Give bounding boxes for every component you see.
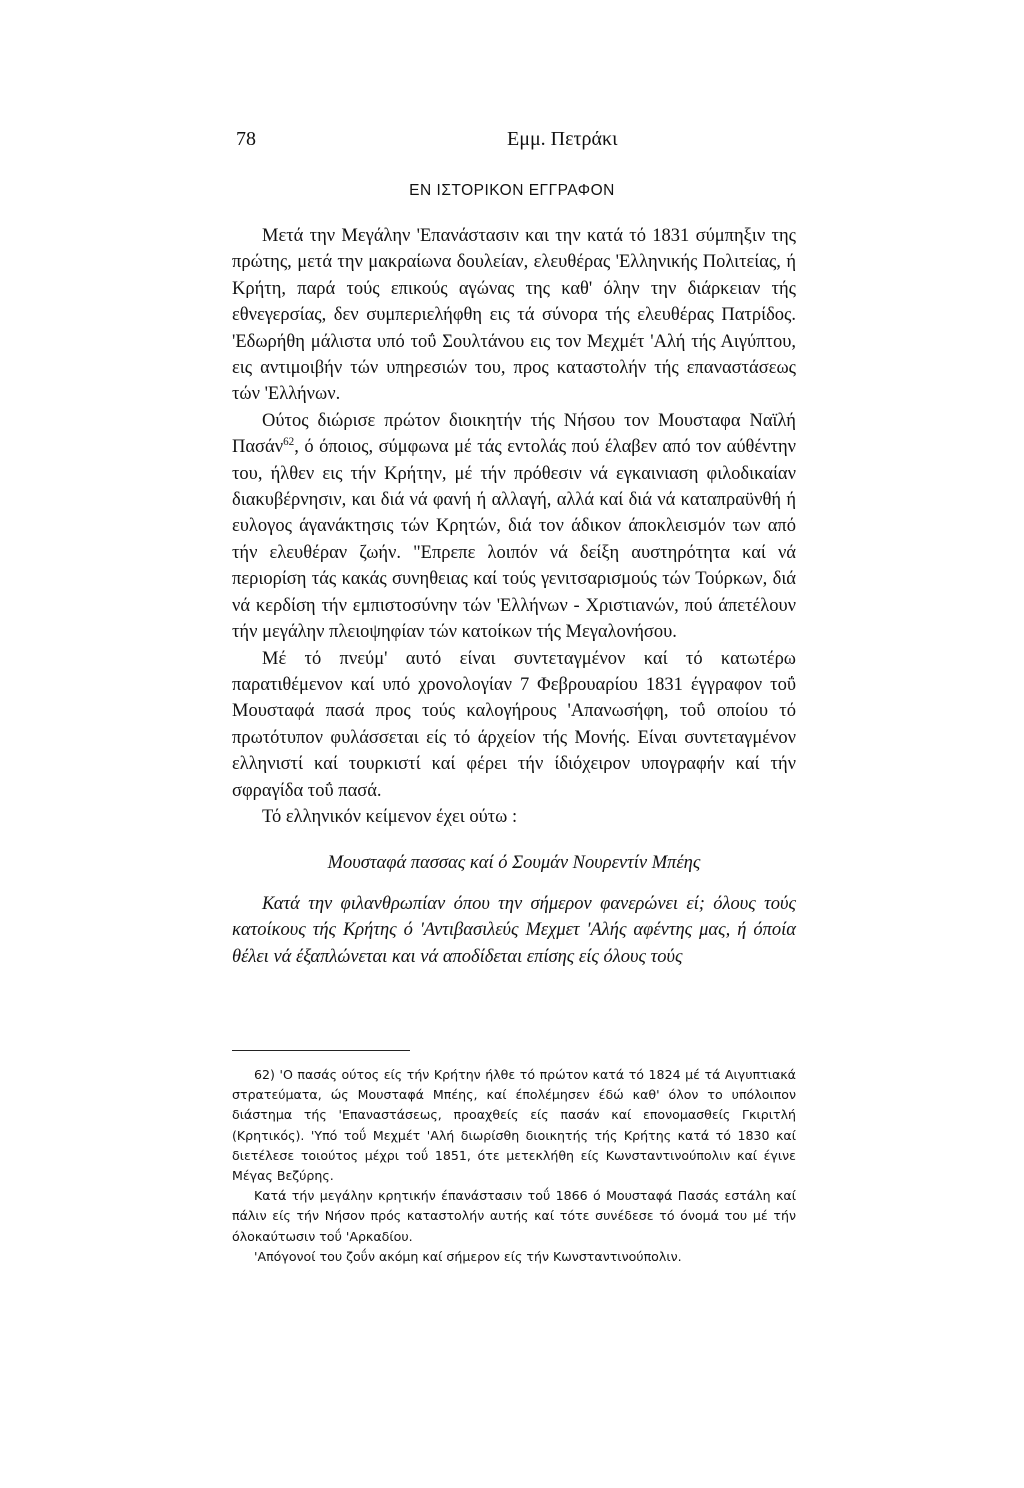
paragraph: Μέ τό πνεύμ' αυτό είναι συντεταγμένον καί τό κατωτέρω παρατιθέμενον καί υπό χρονολογίαν 7 Φεβρουαρίου 1831 έγγραφον τοΰ Μουσταφά πασά προς τούς καλογήρους 'Απανωσήφη, τοΰ οποίου τό πρωτότυπον φυλάσσεται είς τό άρχείον τής Μονής. Είναι συντεταγμένον ελληνιστί καί τουρκιστί καί φέρει τήν ίδιόχειρον υπογραφήν καί τήν σφραγίδα τοΰ πασά. bbox=[232, 648, 796, 801]
quoted-document-text: Κατά την φιλανθρωπίαν όπου την σήμερον φανερώνει εί; όλους τούς κατοίκους τής Κρήτης ό 'Αντιβασιλεύς Μεχμετ 'Αλής αφέντης μας, ή όποία θέλει νά έξαπλώνεται και νά αποδίδεται επίσης είς όλους τούς bbox=[232, 893, 796, 967]
footnote-divider bbox=[232, 1050, 410, 1051]
page-number: 78 bbox=[236, 128, 256, 150]
main-text bbox=[232, 223, 796, 970]
footnote-continuation: 'Απόγονοί του ζοΰν ακόμη καί σήμερον είς τήν Κωνσταντινούπολιν. bbox=[254, 1248, 682, 1264]
footnote-reference[interactable]: 62 bbox=[283, 436, 295, 449]
footnote-continuation: Κατά τήν μεγάλην κρητικήν έπανάστασιν τοΰ 1866 ό Μουσταφά Πασάς εστάλη καί πάλιν είς τήν Νήσον πρός καταστολήν αυτής καί τότε συνέδεσε τό όνομά του μέ τήν όλοκαύτωσιν τοΰ 'Αρκαδίου. bbox=[232, 1188, 796, 1244]
paragraph bbox=[232, 408, 796, 646]
signatory-line: Μουσταφά πασσας καί ό Σουμάν Νουρεντίν Μπέης bbox=[327, 853, 701, 874]
footnote bbox=[232, 1065, 796, 1186]
paragraph-text: Ούτος διώρισε πρώτον διοικητήν τής Νήσου τον Μουσταφα Ναϊλή Πασάν bbox=[232, 410, 796, 458]
footnote-mark: 62) bbox=[254, 1067, 275, 1082]
paragraph: Τό ελληνικόν κείμενον έχει ούτω : bbox=[262, 806, 518, 827]
footnotes bbox=[232, 1065, 796, 1267]
document-title: ΕΝ ΙΣΤΟΡΙΚΟΝ ΕΓΓΡΑΦΟΝ bbox=[409, 182, 615, 199]
paragraph-text: , ό όποιος, σύμφωνα μέ τάς εντολάς πού έλαβεν από τον αύθέντην του, ήλθεν εις τήν Κρήτην, μέ τήν πρόθεσιν νά εγκαινιαση φιλοδικαίαν διακυβέρνησιν, και διά νά φανή ή αλλαγή, αλλά καί διά νά καταπραϋνθή ή ευλογος άγανάκτησις τών Κρητών, διά τον άδικον άποκλεισμόν των από τήν ελευθέραν ζωήν. "Επρεπε λοιπόν νά δείξη αυστηρότητα καί νά περιορίση τάς κακάς συνηθειας καί τούς γενιτσαρισμούς τών Τούρκων, διά νά κερδίση τήν εμπιστοσύνην τών 'Ελλήνων - Χριστιανών, πού άπετέλουν τήν μεγάλην πλειοψηφίαν τών κατοίκων τής Μεγαλονήσου. bbox=[232, 437, 796, 643]
running-title: Εμμ. Πετράκι bbox=[507, 128, 618, 150]
footnote-text: 'Ο πασάς ούτος είς τήν Κρήτην ήλθε τό πρώτον κατά τό 1824 μέ τά Αιγυπτιακά στρατεύματα, ώς Μουσταφά Μπέης, καί έπολέμησεν έδώ καθ' όλον το υπόλοιπον διάστημα τής 'Επαναστάσεως, προαχθείς είς πασάν καί επονομασθείς Γκιριτλή (Κρητικός). 'Υπό τοΰ Μεχμέτ 'Αλή διωρίσθη διοικητής τής Κρήτης κατά τό 1830 καί διετέλεσε τοιούτος μέχρι τοΰ 1851, ότε μετεκλήθη είς Κωνσταντινούπολιν καί έγινε Μέγας Βεζύρης. bbox=[232, 1067, 796, 1184]
paragraph: Μετά την Μεγάλην 'Επανάστασιν και την κατά τό 1831 σύμπηξιν της πρώτης, μετά την μακραίωνα δουλείαν, ελευθέρας 'Ελληνικής Πολιτείας, ή Κρήτη, παρά τούς επικούς αγώνας της καθ' όλην την διάρκειαν τής εθνεγερσίας, δεν συμπεριελήφθη εις τά σύνορα τής ελευθέρας Πατρίδος. 'Εδωρήθη μάλιστα υπό τοΰ Σουλτάνου εις τον Μεχμέτ 'Αλή τής Αιγύπτου, εις αντιμοιβήν τών υπηρεσιών του, προς καταστολήν τής επαναστάσεως τών 'Ελλήνων. bbox=[232, 226, 796, 405]
page-header bbox=[236, 128, 796, 158]
